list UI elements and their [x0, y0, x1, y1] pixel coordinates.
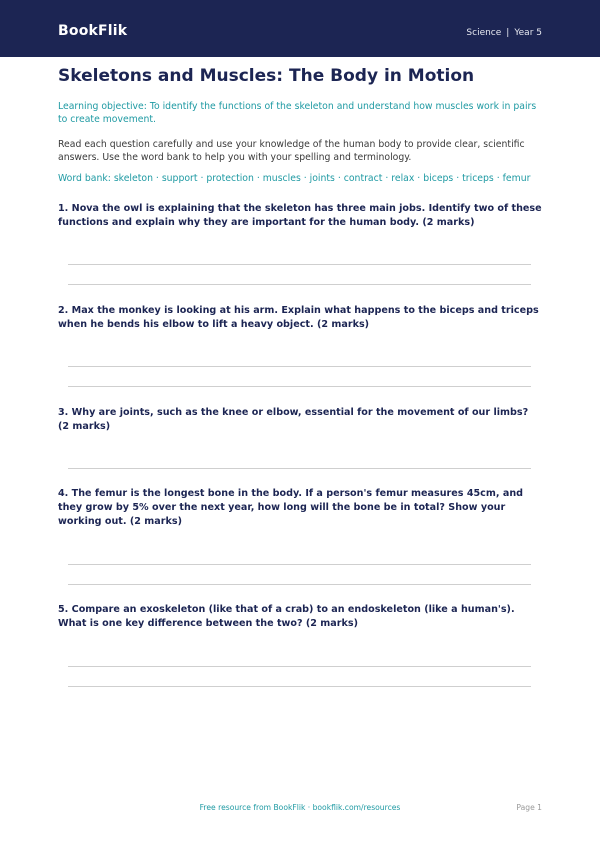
answer-line[interactable] — [68, 686, 531, 687]
subject-separator: | — [506, 28, 510, 38]
answer-line[interactable] — [68, 666, 531, 667]
worksheet-title: Skeletons and Muscles: The Body in Motion — [58, 66, 475, 86]
brand-logo[interactable]: BookFlik — [58, 23, 128, 39]
question-4 — [58, 487, 542, 529]
question-5 — [58, 603, 542, 631]
subject-year-label — [466, 28, 542, 38]
word-bank: Word bank: skeleton · support · protection · muscles · joints · contract · relax · biceps · triceps · femur — [58, 173, 531, 184]
answer-line[interactable] — [68, 468, 531, 469]
question-text: 5. Compare an exoskeleton (like that of a crab) to an endoskeleton (like a human's). What is one key difference between the two? (2 marks) — [58, 604, 515, 629]
footer-resource-link[interactable]: Free resource from BookFlik · bookflik.com/resources — [199, 803, 401, 812]
page-number: Page 1 — [516, 803, 542, 812]
question-3 — [58, 406, 542, 434]
answer-line[interactable] — [68, 386, 531, 387]
question-2 — [58, 304, 542, 332]
question-text: 4. The femur is the longest bone in the body. If a person's femur measures 45cm, and they grow by 5% over the next year, how long will the bone be in total? Show your working out. (2 marks) — [58, 488, 524, 527]
answer-line[interactable] — [68, 564, 531, 565]
question-text: 2. Max the monkey is looking at his arm. Explain what happens to the biceps and triceps when he bends his elbow to lift a heavy object. (2 marks) — [58, 305, 539, 330]
subject-label: Science — [466, 28, 502, 38]
year-label: Year 5 — [514, 28, 542, 38]
learning-objective: Learning objective: To identify the functions of the skeleton and understand how muscles work in pairs to create movement. — [58, 101, 537, 125]
answer-line[interactable] — [68, 584, 531, 585]
instructions-text: Read each question carefully and use your knowledge of the human body to provide clear, scientific answers. Use the word bank to help you with your spelling and terminology. — [58, 139, 525, 163]
answer-line[interactable] — [68, 264, 531, 265]
answer-line[interactable] — [68, 366, 531, 367]
page-header — [0, 0, 600, 57]
answer-line[interactable] — [68, 284, 531, 285]
question-text: 3. Why are joints, such as the knee or elbow, essential for the movement of our limbs? (2 marks) — [58, 407, 529, 432]
question-1 — [58, 202, 542, 230]
question-text: 1. Nova the owl is explaining that the skeleton has three main jobs. Identify two of these functions and explain why they are important for the human body. (2 marks) — [58, 203, 542, 228]
